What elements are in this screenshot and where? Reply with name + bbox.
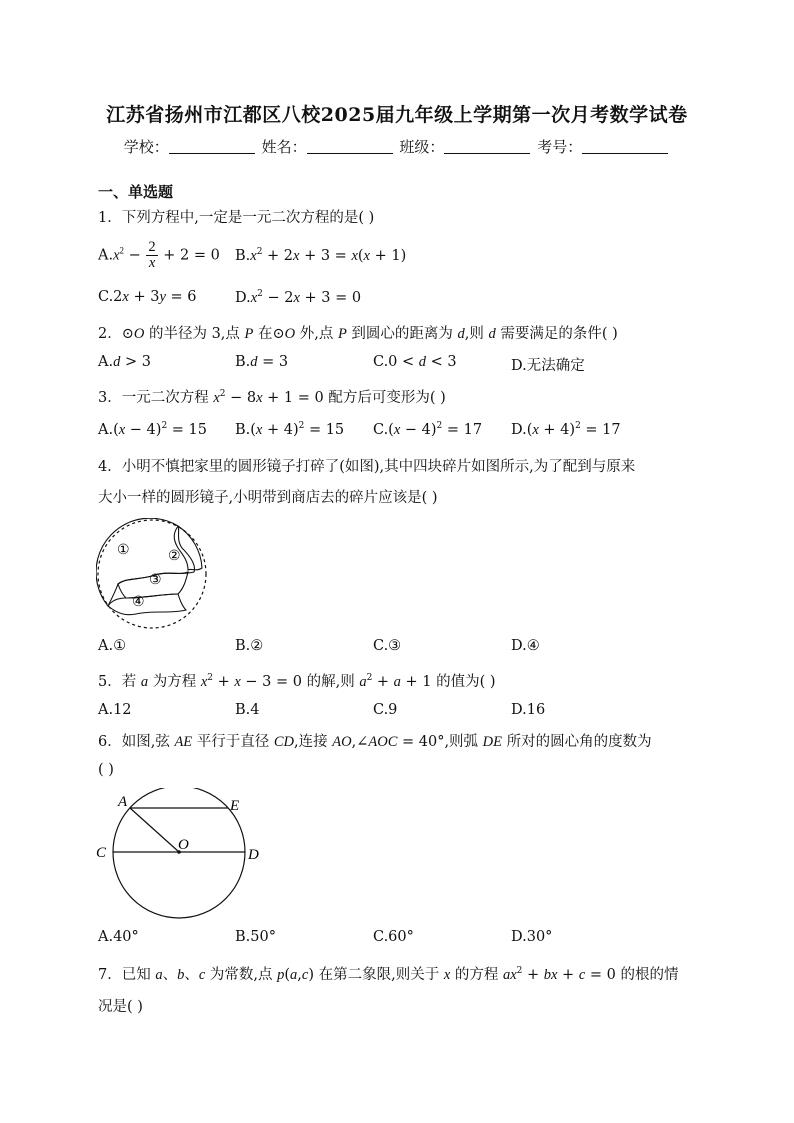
question-3-option-d: $D.(x + 4)^2 = 17$ (511, 421, 621, 438)
school-label: 学校： (123, 138, 169, 156)
question-2-option-b: B.d = 3 (235, 354, 289, 370)
question-1-stem: 1．下列方程中,一定是一元二次方程的是( ) (98, 210, 375, 226)
student-info-row (0, 136, 794, 157)
exam-title: 江苏省扬州市江都区八校2025届九年级上学期第一次月考数学试卷 (106, 104, 688, 126)
question-6-option-a: A.40° (98, 929, 139, 945)
class-label: 班级： (399, 138, 445, 156)
section-heading: 一、单选题 (98, 183, 174, 201)
question-3-option-c: $C.(x - 4)^2 = 17$ (373, 421, 483, 438)
point-label-o: O (178, 837, 189, 853)
point-label-a: A (118, 794, 128, 810)
question-1-option-d: $D.x^2 - 2x + 3 = 0$ (235, 289, 362, 306)
question-5-option-b: B.4 (235, 702, 260, 718)
question-6-stem-line-1: 6．如图,弦 AE 平行于直径 CD,连接 AO,∠AOC = 40°,则弧 DE 所对的圆心角的度数为 (98, 734, 652, 750)
fragment-label-2: ② (168, 549, 181, 564)
fragment-label-3: ③ (149, 573, 162, 588)
question-3-stem: 3．一元二次方程 $x^2 - 8x + 1 = 0$ 配方后可变形为( ) (98, 389, 446, 406)
class-blank[interactable] (444, 139, 530, 154)
exam-number-blank[interactable] (582, 139, 668, 154)
question-4-option-a: A.① (98, 638, 127, 654)
question-4-option-b: B.② (235, 638, 264, 654)
fragment-label-4: ④ (132, 595, 145, 610)
question-1-option-c: C.2x + 3y = 6 (98, 289, 197, 305)
question-4-stem-line-1: 4．小明不慎把家里的圆形镜子打碎了(如图),其中四块碎片如图所示,为了配到与原来 (98, 459, 636, 475)
question-4-option-d: D.④ (511, 638, 540, 654)
question-7-stem-line-2: 况是( ) (98, 999, 143, 1015)
question-1-option-b: $B.x^2 + 2x + 3 = x(x + 1)$ (235, 247, 407, 264)
point-label-e: E (230, 798, 240, 814)
fragment-label-1: ① (117, 543, 130, 558)
name-label: 姓名： (261, 138, 307, 156)
point-label-d: D (248, 847, 259, 863)
question-2-stem: 2．⊙O 的半径为 3,点 P 在⊙O 外,点 P 到圆心的距离为 d,则 d 需要满足的条件( ) (98, 326, 618, 342)
question-6-stem-line-2: ( ) (98, 762, 114, 778)
question-6-option-d: D.30° (511, 929, 553, 945)
question-3-option-b: $B.(x + 4)^2 = 15$ (235, 421, 345, 438)
point-label-c: C (96, 845, 107, 861)
question-6-option-c: C.60° (373, 929, 414, 945)
name-blank[interactable] (307, 139, 393, 154)
question-2-option-c: C.0 < d < 3 (373, 354, 457, 370)
question-1-option-a: $A.x^2$ − $\frac{2}{x}$ + 2 = 0 (98, 239, 220, 271)
question-2-option-a: A.d > 3 (98, 354, 151, 370)
question-4-option-c: C.③ (373, 638, 402, 654)
question-5-option-d: D.16 (511, 702, 546, 718)
question-5-option-a: A.12 (98, 702, 132, 718)
school-blank[interactable] (169, 139, 255, 154)
question-4-stem-line-2: 大小一样的圆形镜子,小明带到商店去的碎片应该是( ) (98, 490, 438, 506)
mirror-fragments-figure (96, 518, 212, 632)
question-6-option-b: B.50° (235, 929, 276, 945)
question-5-stem: 5．若 a 为方程 $x^2 + x - 3 = 0$ 的解,则 $a^2 + a + 1$ 的值为( ) (98, 673, 496, 690)
question-2-option-d: D.无法确定 (511, 358, 585, 374)
question-7-stem-line-1: 7．已知 a、b、c 为常数,点 p(a,c) 在第二象限,则关于 x 的方程 $ax^2$ + bx + c = 0 的根的情 (98, 966, 679, 983)
exam-number-label: 考号： (537, 138, 583, 156)
question-3-option-a: $A.(x - 4)^2 = 15$ (98, 421, 207, 438)
circle-chord-figure (92, 788, 268, 922)
question-5-option-c: C.9 (373, 702, 398, 718)
